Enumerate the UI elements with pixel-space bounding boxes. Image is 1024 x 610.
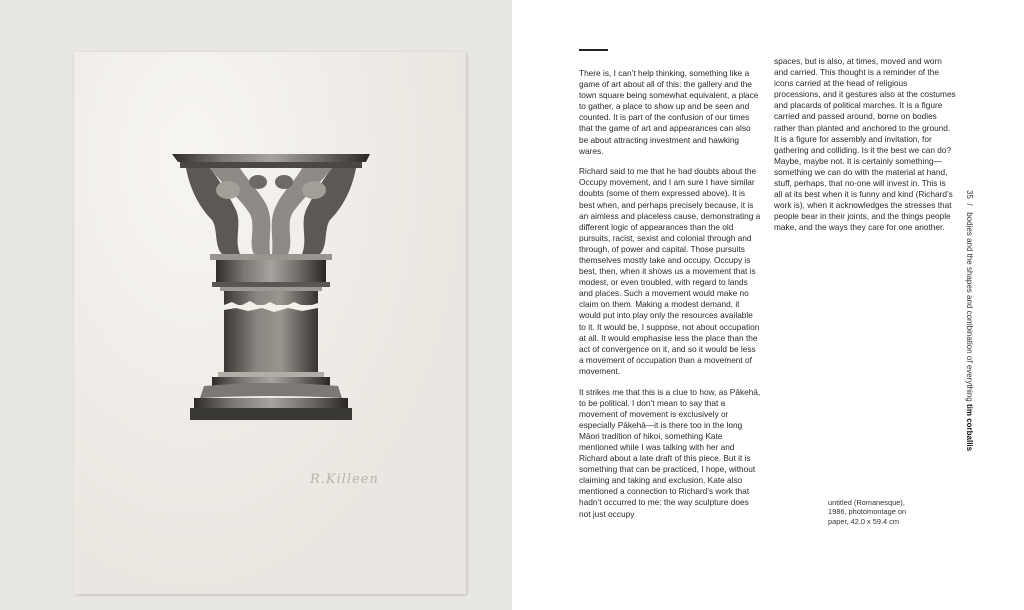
caption-details: 1986, photomontage on paper, 42.0 x 59.4 cm — [828, 507, 907, 526]
running-head-author: tim corballis — [965, 403, 974, 452]
section-rule — [579, 49, 608, 51]
paragraph: spaces, but is also, at times, moved and worn and carried. This thought is a reminder of the icons carried at the head of religious processions, and it gestures also at the costumes and placards of political marches. It is a figure carried and passed around, borne on bodies rather than planted and anchored to the ground. It is a figure for assembly and invitation, for gathering and colliding. Is it the best we can do? Maybe, maybe not. It is certainly something—something we can do with the material at hand, stuff, perhaps, that no-one will invest in. This is all at its best when it is funny and kind (Richard’s work is), when it acknowledges the stresses that people bear in their joints, and the things people make, and the ways they care for one another. — [774, 56, 956, 233]
caption-title: untitled (Romanesque), — [828, 498, 905, 507]
image-caption — [828, 498, 918, 526]
right-page — [512, 0, 1024, 610]
page-number: 35 — [965, 190, 974, 199]
running-head-separator: / — [965, 203, 974, 206]
column-photomontage-image — [170, 150, 372, 422]
paragraph: It strikes me that this is a clue to how, as Pākehā, to be political. I don’t mean to say that a movement of movement is exclusively or especially Pākehā—it is there too in the long Māori tradition of hikoi, something Kate mentioned while I was talking with her and Richard about a late draft of this piece. But it is something that can be practiced, I hope, without claiming and taking and exclusion. Kate also mentioned a connection to Richard’s work that hadn’t occurred to me: the way sculpture does not just occupy — [579, 386, 761, 519]
artist-signature: R.Killeen — [310, 472, 379, 487]
text-column-1 — [579, 68, 761, 529]
text-column-2 — [774, 56, 956, 243]
paragraph: There is, I can’t help thinking, something like a game of art about all of this: the gallery and the town square being somewhat equivalent, a place to gather, a place to show up and be seen and counted. It is part of the confusion of our times that the game of art and appearances can also be about attracting investment and hawking wares. — [579, 68, 759, 156]
paragraph: Richard said to me that he had doubts about the Occupy movement, and I am sure I have similar doubts (some of them expressed above). It is best when, and perhaps precisely because, it is an aimless and placeless cause, demonstrating a different logic of appearances than the old pursuits, racist, sexist and colonial through and through, of power and capital. Those pursuits themselves mostly take and occupy. Occupy is best, then, when it shows us a movement that is modest, or even troubled, with regard to lands and places. Such a movement would make no claim on them. Making a modest demand, it would put into play only the resources available to it. It would be, I suppose, not about occupation at all. It would emphasise less the place than the act of convergence on it, and so it would be less a movement of occupation than a movement of movement. — [579, 166, 761, 376]
running-head-title: bodies and the shapes and combination of everything — [965, 212, 974, 402]
